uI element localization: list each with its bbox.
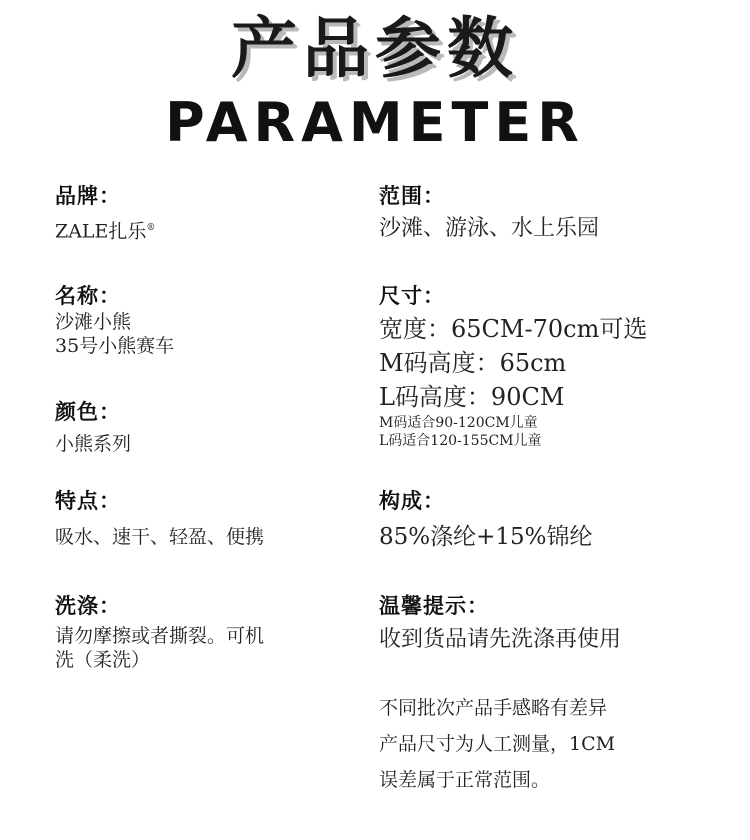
scope-value: 沙滩、游泳、水上乐园 — [379, 216, 600, 241]
name-value-line1: 沙滩小熊 — [55, 311, 132, 333]
composition-label: 构成： — [379, 489, 445, 513]
color-section — [55, 398, 131, 456]
brand-name: ZALE扎乐 — [55, 220, 147, 243]
name-label: 名称： — [55, 284, 121, 308]
composition-value: 85%涤纶+15%锦纶 — [379, 524, 593, 550]
size-width: 宽度：65CM-70cm可选 — [379, 315, 648, 343]
tips-section — [379, 592, 621, 656]
composition-section — [379, 487, 593, 553]
scope-label: 范围： — [379, 184, 445, 208]
notes-section — [379, 690, 615, 798]
features-section — [55, 487, 264, 549]
size-m-fit: M码适合90-120CM儿童 — [379, 415, 538, 431]
color-label: 颜色： — [55, 400, 121, 424]
brand-label: 品牌： — [55, 184, 121, 208]
note-line1: 不同批次产品手感略有差异 — [379, 697, 608, 719]
features-label: 特点： — [55, 489, 121, 513]
size-l-fit: L码适合120-155CM儿童 — [379, 433, 542, 449]
washing-label: 洗涤： — [55, 594, 121, 618]
size-label: 尺寸： — [379, 284, 445, 308]
name-section — [55, 282, 174, 358]
features-value: 吸水、速干、轻盈、便携 — [55, 526, 265, 548]
washing-value-line1: 请勿摩擦或者撕裂。可机 — [55, 625, 265, 647]
scope-section — [379, 182, 599, 244]
washing-section — [55, 592, 264, 672]
size-m-height: M码高度：65cm — [379, 349, 567, 377]
brand-value — [55, 216, 155, 243]
registered-mark: ® — [146, 223, 156, 233]
page-title-english: PARAMETER — [165, 91, 585, 154]
size-l-height: L码高度：90CM — [379, 383, 565, 411]
note-line2: 产品尺寸为人工测量，1CM — [379, 733, 616, 755]
page-title-chinese: 产品参数 — [231, 10, 519, 87]
brand-section — [55, 182, 155, 243]
size-section — [379, 282, 647, 450]
color-value: 小熊系列 — [55, 433, 132, 455]
note-line3: 误差属于正常范围。 — [379, 769, 551, 791]
name-value-line2: 35号小熊赛车 — [55, 335, 175, 357]
tips-label: 温馨提示： — [379, 594, 489, 618]
tips-value: 收到货品请先洗涤再使用 — [379, 627, 622, 652]
washing-value-line2: 洗（柔洗） — [55, 649, 151, 671]
